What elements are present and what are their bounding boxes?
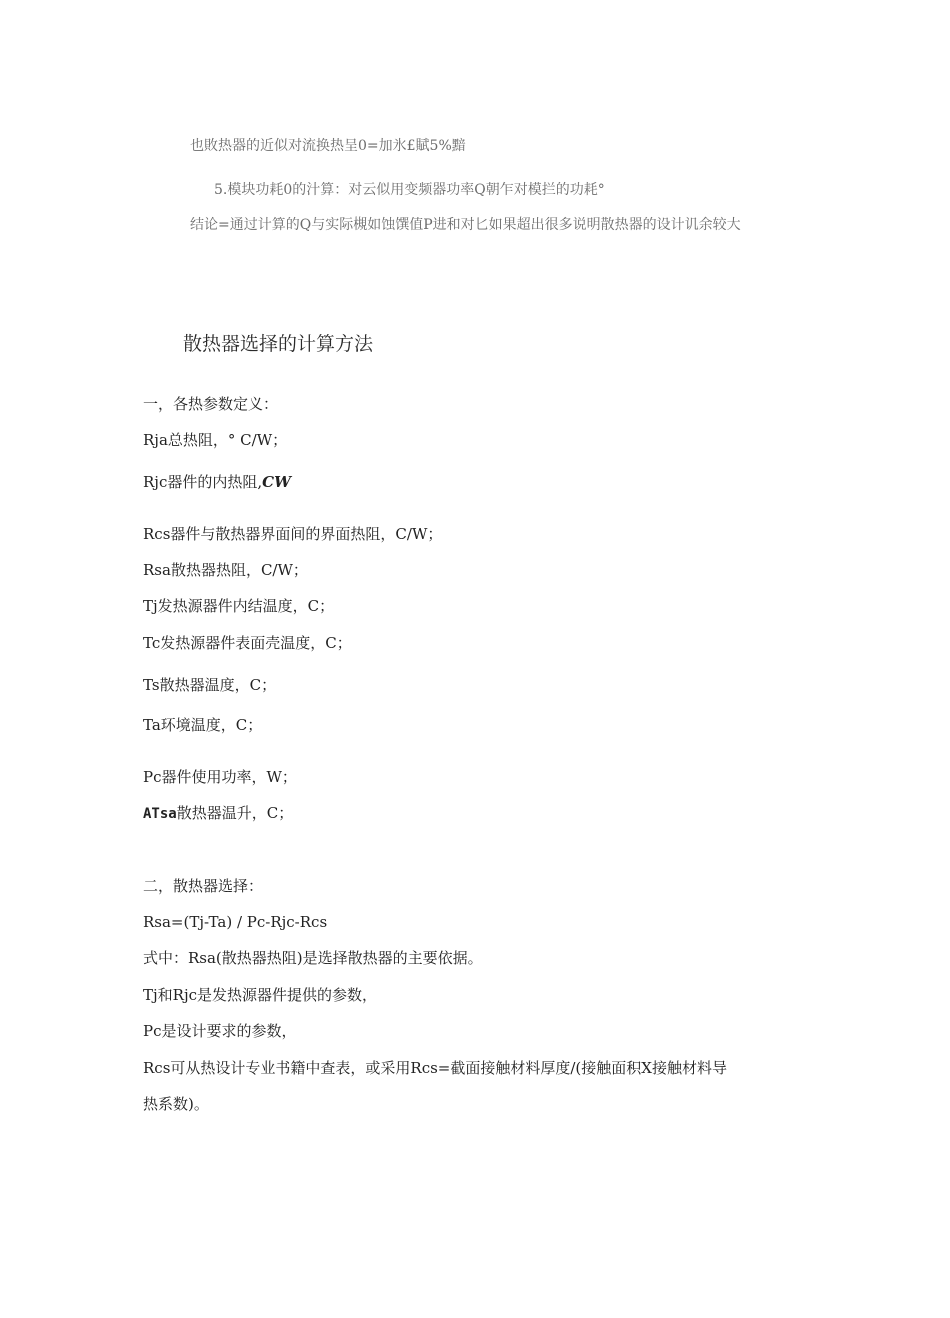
def-rjc	[143, 472, 291, 492]
paragraph-line: Tj和Rjc是发热源器件提供的参数，	[143, 986, 378, 1004]
paragraph-line: Pc是设计要求的参数，	[143, 1022, 297, 1040]
def-text: 散热器温度，C；	[159, 676, 277, 694]
def-text: 总热阻，° C/W；	[167, 431, 288, 449]
def-symbol: Ta	[143, 716, 161, 734]
def-symbol: Tc	[143, 634, 161, 652]
def-tj	[143, 596, 334, 616]
paragraph-line: 式中：Rsa(散热器热阻)是选择散热器的主要依据。	[143, 949, 483, 967]
def-symbol: Rcs	[143, 525, 171, 543]
document-title: 散热器选择的计算方法	[183, 333, 374, 355]
def-text: 发热源器件内结温度，C；	[157, 597, 335, 615]
def-rja	[143, 430, 287, 450]
formula: Rsa=(Tj-Ta) / Pc-Rjc-Rcs	[143, 913, 328, 931]
def-pc	[143, 767, 297, 787]
def-text: 发热源器件表面壳温度，C；	[160, 634, 352, 652]
def-symbol: Rjc	[143, 473, 168, 491]
def-text: 器件的内热阻,	[167, 473, 263, 491]
def-text: 器件使用功率，W；	[161, 768, 297, 786]
paragraph-line: Rcs可从热设计专业书籍中查表，或采用Rcs=截面接触材料厚度/(接触面积X接触材料导	[143, 1059, 727, 1077]
intro-line-2: 5.模块功耗0的汁算：对云似用变频器功率Q朝乍对模拦的功耗°	[214, 182, 605, 198]
def-symbol: Rsa	[143, 561, 171, 579]
def-ts	[143, 675, 276, 695]
def-symbol: Pc	[143, 768, 162, 786]
def-ta	[143, 715, 262, 735]
def-rcs	[143, 524, 442, 544]
section-2-heading: 二，散热器选择：	[143, 877, 264, 895]
def-text: 器件与散热器界面间的界面热阻，C/W；	[170, 525, 443, 543]
def-text: 环境温度，C；	[160, 716, 263, 734]
def-unit: CW	[262, 473, 291, 491]
def-symbol: Rja	[143, 431, 168, 449]
intro-line-1: 也敗热器的近似对流换热呈0=加氷£賦5%黯	[190, 138, 466, 154]
def-rsa	[143, 560, 308, 580]
def-atsa	[143, 803, 293, 824]
def-symbol: Ts	[143, 676, 160, 694]
def-tc	[143, 633, 352, 653]
def-symbol: Tj	[143, 597, 158, 615]
intro-line-3: 结论=通过计算的Q与实际槻如蚀馔值P进和对匕如果超出很多说明散热器的设计讥余较大	[190, 217, 741, 233]
section-1-heading: 一，各热参数定义：	[143, 395, 279, 413]
def-text: 散热器温升，C；	[176, 804, 294, 822]
def-text: 散热器热阻，C/W；	[170, 561, 308, 579]
def-symbol: ATsa	[143, 806, 177, 822]
paragraph-line: 热系数)。	[143, 1095, 209, 1113]
